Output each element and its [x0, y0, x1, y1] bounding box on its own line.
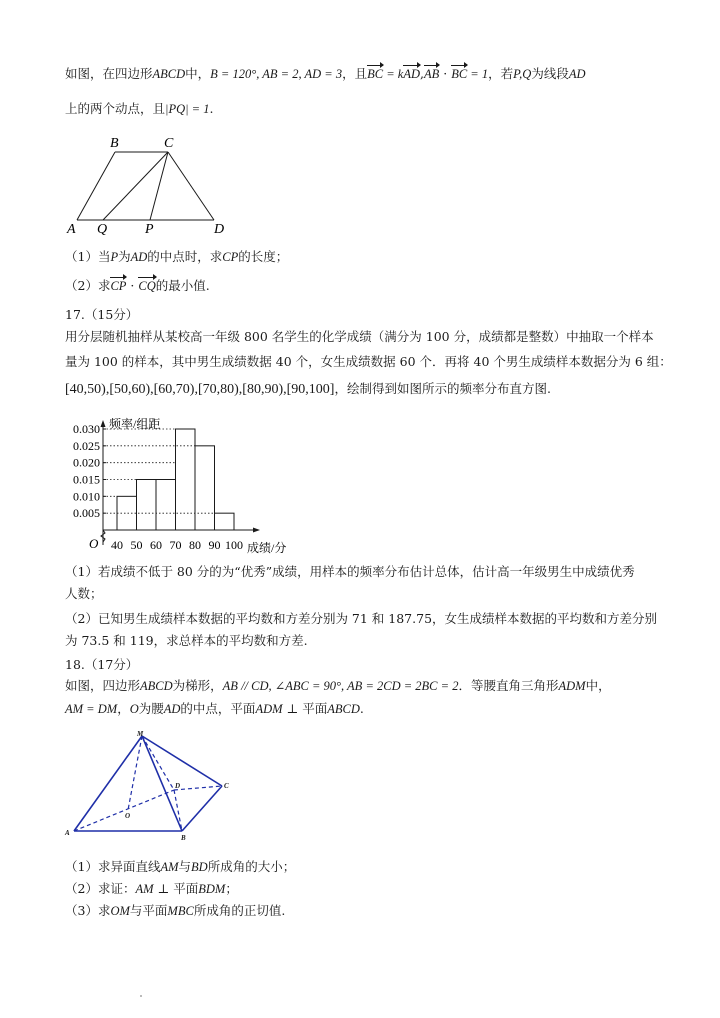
- page-speck: [140, 995, 142, 997]
- p17-text-1: 用分层随机抽样从某校高一年级 800 名学生的化学成绩（满分为 100 分，成绩都是整数）中抽取一个样本: [65, 329, 654, 344]
- group-intervals: [40,50),[50,60),[60,70),[70,80),[80,90),[90,100]: [65, 382, 335, 397]
- y-tick-label: 0.010: [73, 489, 100, 504]
- p17-text-3: [40,50),[50,60),[60,70),[70,80),[80,90),[90,100]，绘制得到如图所示的频率分布直方图.: [65, 381, 551, 397]
- vector-ad: AD: [403, 67, 420, 81]
- segment-ab: [77, 152, 115, 220]
- x-tick-label: 70: [169, 538, 182, 552]
- y-tick-label: 0.030: [73, 422, 100, 436]
- p17-question-1a: （1）若成绩不低于 80 分的为“优秀”成绩，用样本的频率分布估计总体，估计高一年级男生中成绩优秀: [65, 564, 635, 579]
- p18-line-2: AM = DM，O为腰AD的中点，平面ADM ⊥ 平面ABCD.: [65, 701, 364, 716]
- p18-line-1: 如图，四边形ABCD为梯形，AB // CD, ∠ABC = 90°, AB = 2CD = 2BC = 2．等腰直角三角形ADM中，: [65, 678, 611, 693]
- p17-text-2: 量为 100 的样本，其中男生成绩数据 40 个，女生成绩数据 60 个．再将 40 个男生成绩样本数据分为 6 组：: [65, 354, 672, 369]
- p18-question-1: （1）求异面直线AM与BD所成角的大小；: [65, 859, 296, 874]
- y-tick-label: 0.025: [73, 438, 100, 453]
- histogram-bar: [176, 429, 196, 530]
- label-p: P: [145, 222, 154, 237]
- label-d: D: [214, 222, 225, 237]
- y-tick-label: 0.005: [73, 506, 100, 521]
- y-axis-arrow: [101, 420, 106, 427]
- vector-cq: CQ: [138, 279, 156, 293]
- pyramid-figure: [62, 728, 237, 843]
- label-c: C: [164, 136, 174, 151]
- x-tick-label: 40: [111, 538, 123, 552]
- edge-db-hidden: [174, 790, 182, 831]
- p17-question-2a: （2）已知男生成绩样本数据的平均数和方差分别为 71 和 187.75，女生成绩样本数据的平均数和方差分别: [65, 611, 658, 626]
- p18-question-2: （2）求证：AM ⊥ 平面BDM；: [65, 881, 238, 896]
- p17-header: 17.（15分）: [65, 307, 139, 322]
- p16-line-1: 如图，在四边形ABCD中，B = 120°, AB = 2, AD = 3，且BC = kAD,AB · BC = 1，若P,Q为线段AD: [65, 66, 586, 81]
- p18-question-3: （3）求OM与平面MBC所成角的正切值.: [65, 903, 286, 918]
- label-b: B: [110, 136, 119, 151]
- label-a: A: [67, 222, 76, 237]
- y-axis-label: 频率/组距: [109, 417, 161, 431]
- edge-md-hidden: [142, 736, 174, 790]
- x-tick-label: 60: [150, 538, 162, 552]
- edge-bc: [182, 786, 222, 831]
- vector-ab: AB: [423, 67, 440, 81]
- x-axis-label: 成绩/分: [247, 541, 287, 555]
- vector-cp: CP: [110, 279, 127, 293]
- segment-cd: [168, 152, 214, 220]
- segment-cq: [103, 152, 168, 220]
- histogram-bar: [156, 480, 176, 531]
- y-tick-label: 0.015: [73, 472, 100, 487]
- x-tick-label: 90: [208, 538, 221, 552]
- p17-question-2b: 为 73.5 和 119，求总样本的平均数和方差.: [65, 633, 308, 648]
- frequency-histogram: [65, 412, 305, 560]
- histogram-bar: [195, 446, 215, 530]
- label-o: O: [125, 812, 131, 820]
- edge-mc: [142, 736, 222, 786]
- x-axis-arrow: [253, 528, 260, 533]
- label-m: M: [137, 730, 144, 738]
- histogram-bar: [117, 496, 137, 530]
- histogram-bar: [215, 513, 235, 530]
- origin-label: O: [89, 536, 99, 551]
- histogram-bar: [137, 480, 157, 531]
- label-q: Q: [97, 222, 108, 237]
- x-tick-label: 50: [130, 538, 143, 552]
- label-d: D: [175, 782, 181, 790]
- x-tick-label: 80: [189, 538, 201, 552]
- segment-cp: [150, 152, 168, 220]
- edge-dc-hidden: [174, 786, 222, 790]
- p17-question-1b: 人数；: [65, 586, 103, 601]
- y-tick-label: 0.020: [73, 455, 100, 470]
- label-c: C: [224, 782, 229, 790]
- p18-header: 18.（17分）: [65, 657, 139, 672]
- label-b: B: [181, 834, 186, 842]
- x-tick-label: 100: [225, 538, 243, 552]
- p16-question-2: （2）求CP · CQ的最小值.: [65, 278, 210, 293]
- quadrilateral-figure: [60, 132, 240, 237]
- p16-line-2: 上的两个动点，且|PQ| = 1.: [65, 101, 214, 116]
- vector-bc-2: BC: [451, 67, 468, 81]
- p16-question-1: （1）当P为AD的中点时，求CP的长度；: [65, 249, 289, 264]
- vector-bc: BC: [367, 67, 384, 81]
- label-a: A: [65, 829, 70, 837]
